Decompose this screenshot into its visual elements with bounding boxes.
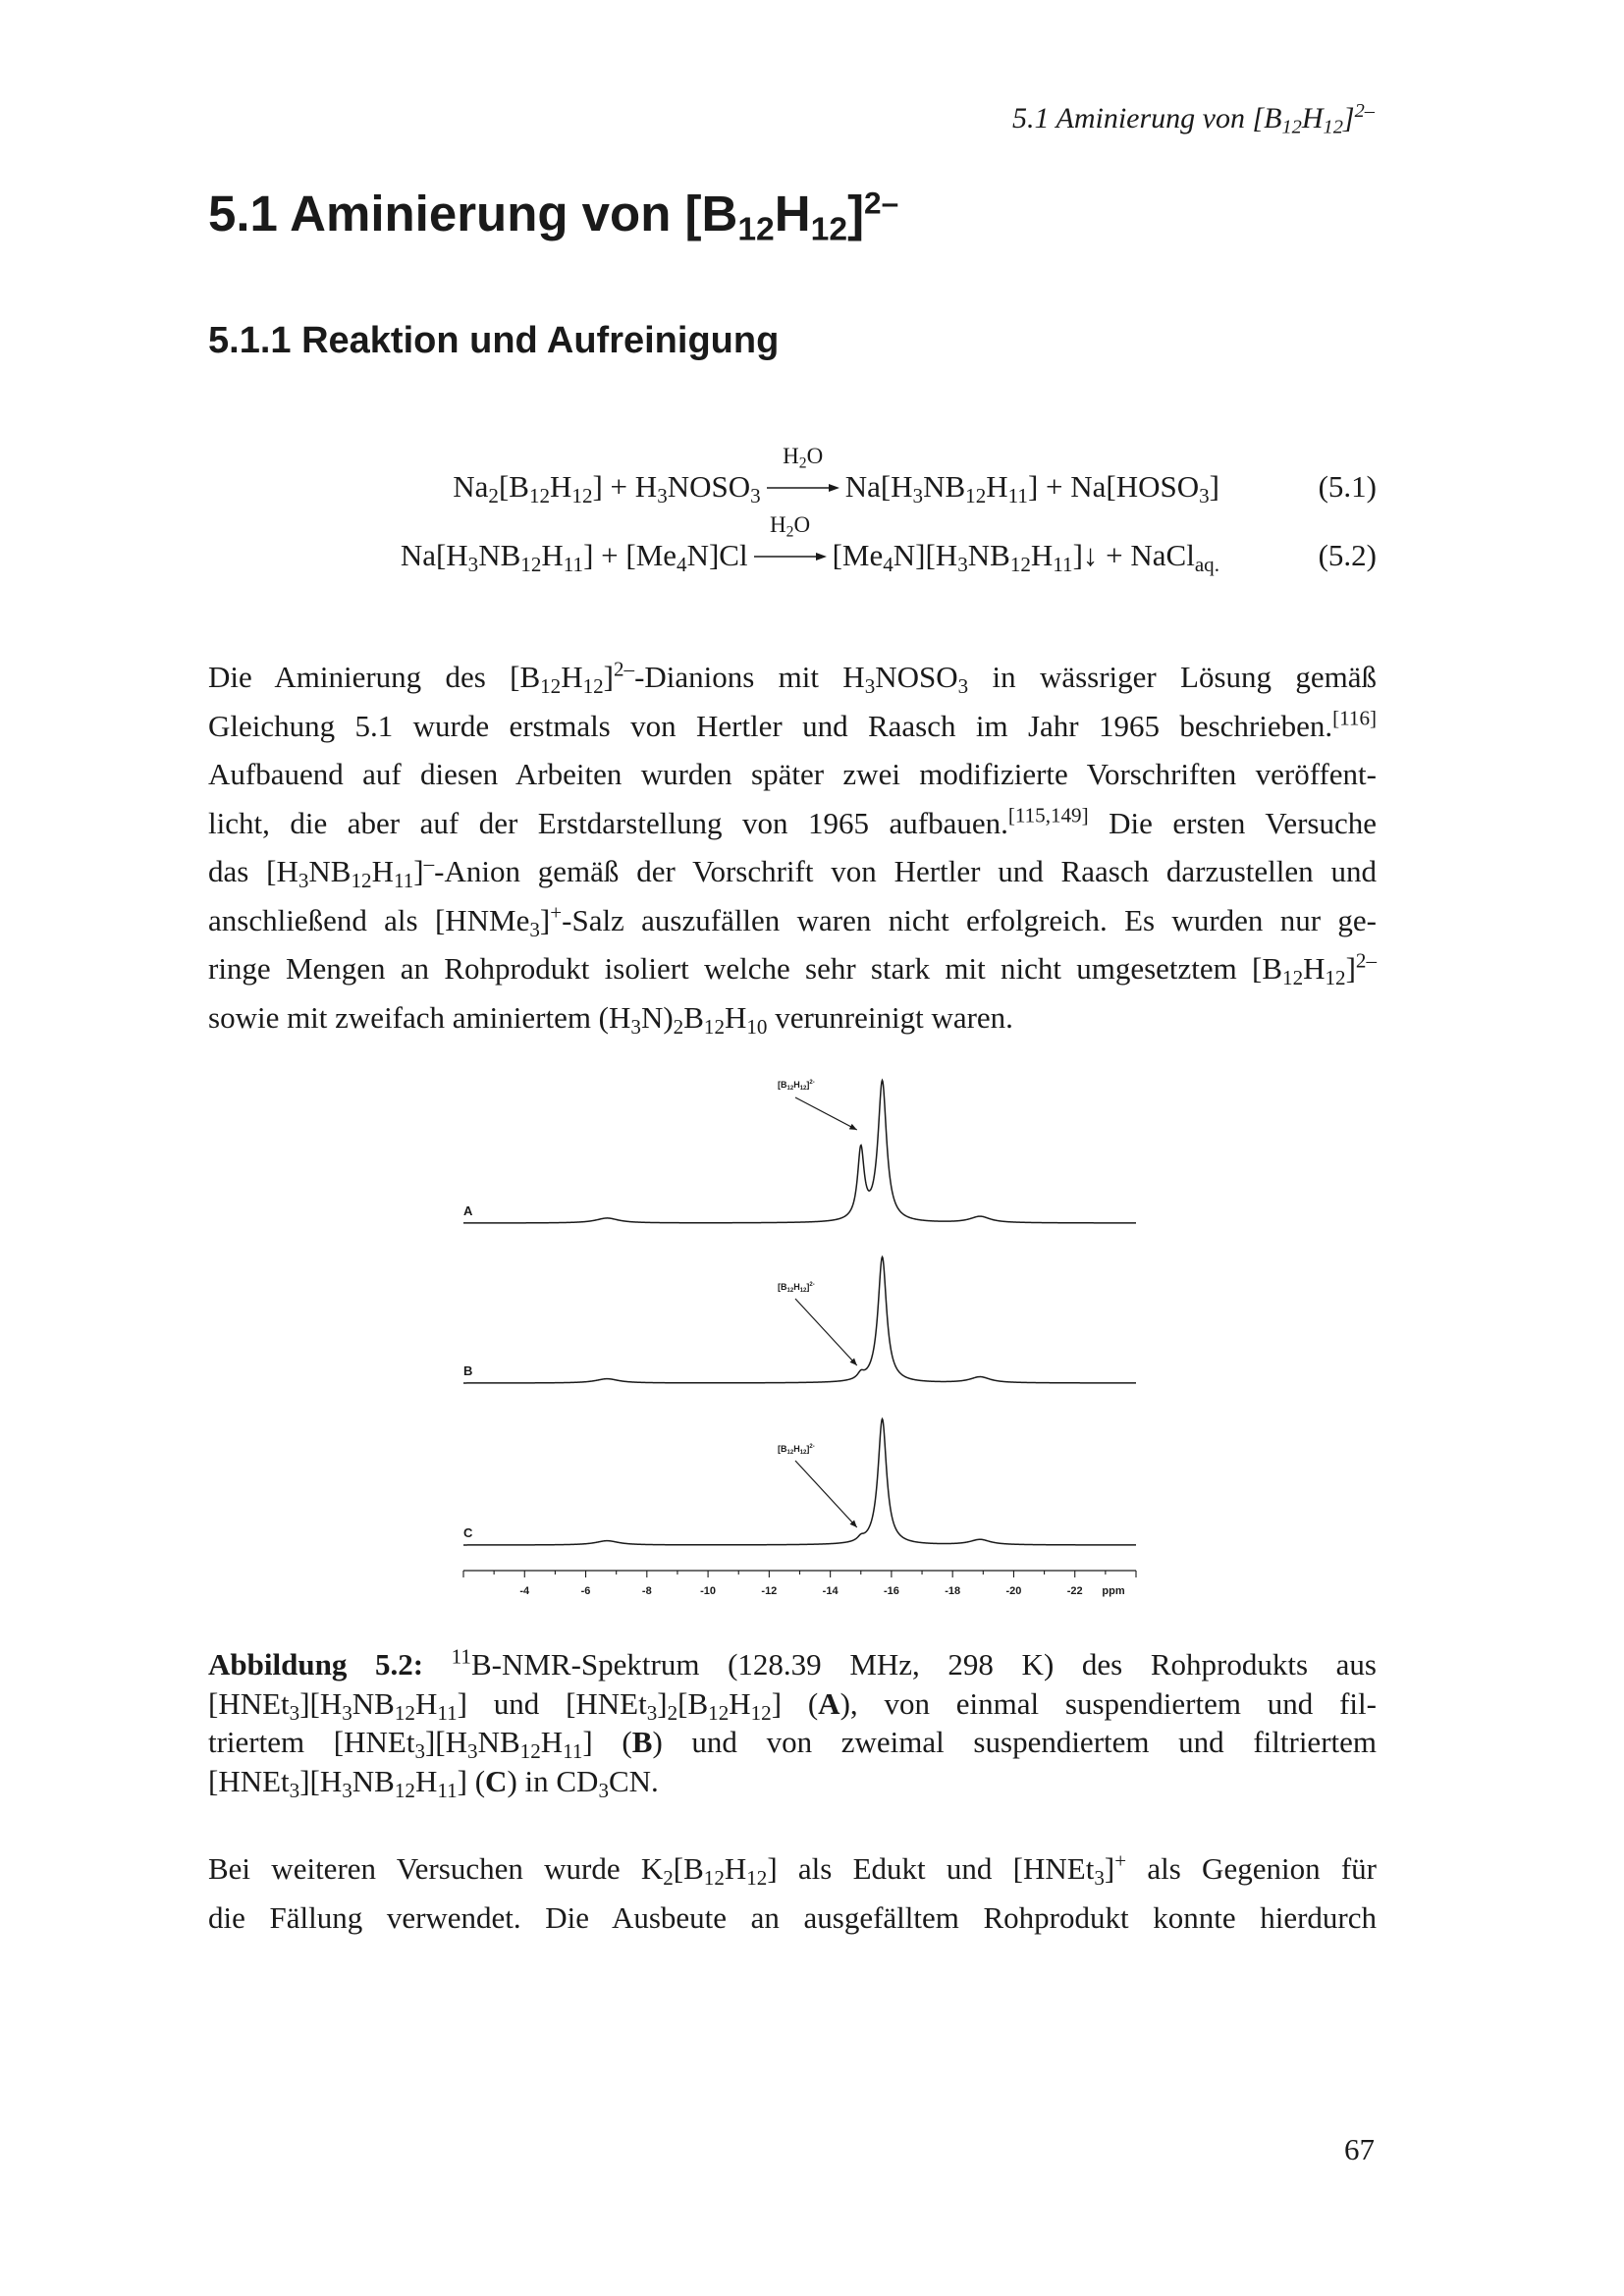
paragraph-1: [208, 653, 1377, 1041]
spectrum-line-b: [463, 1256, 1136, 1382]
paragraph-1-line: Die Aminierung des $[B_{12}H_{12}]^{2-}$-Dianions mit $H_3NOSO_3$ in wässriger Lösung gemäß: [208, 657, 1377, 698]
x-tick-label: -10: [700, 1585, 717, 1597]
x-tick-label: -12: [761, 1585, 778, 1597]
x-tick-label: -18: [945, 1585, 961, 1597]
paragraph-1-line: ringe Mengen an Rohprodukt isoliert welche sehr stark mit nicht umgesetztem $[B_{12}H_{12}]^{2-}$: [208, 948, 1377, 989]
caption-line: triertem $[HNEt_3][H_3NB_{12}H_{11}]$ (B) und von zweimal suspendiertem und filtriertem: [208, 1725, 1378, 1763]
x-tick-label: -6: [580, 1585, 591, 1597]
spectrum-line-c: [463, 1419, 1136, 1545]
caption-line: $[HNEt_3][H_3NB_{12}H_{11}]$ und $[HNEt_3]_2[B_{12}H_{12}]$ (A), von einmal suspendiertem und fil-: [208, 1685, 1377, 1725]
spectrum-line-a: [463, 1081, 1136, 1223]
equation-5-1-content: $Na_2[B_{12}H_{12}]$ + $H_3NOSO_3$ $H_2O$ $Na[H_3NB_{12}H_{11}]$ + $Na[HOSO_3]$: [453, 444, 1219, 507]
reaction-arrow: $H_2O$: [754, 544, 827, 563]
subsection-title: 5.1.1 Reaktion und Aufreinigung: [208, 320, 780, 361]
paragraph-1-line: sowie mit zweifach aminiertem $(H_3N)_2B_{12}H_{10}$ verunreinigt waren.: [208, 999, 1013, 1039]
paragraph-1-line: anschließend als [HNMe$_3$]+-Salz auszufällen waren nicht erfolgreich. Es wurden nur ge-: [208, 899, 1377, 941]
equation-5-2-content: $Na[H_3NB_{12}H_{11}] + [Me_4N]Cl$ $H_2O$ $[Me_4N][H_3NB_{12}H_{11}]↓$ + NaCl$_{aq.}$: [400, 512, 1219, 576]
paragraph-2: [208, 1844, 1377, 1942]
peak-annotation: $[B_{12}H_{12}]^{2-}$: [778, 1080, 815, 1092]
nmr-spectrum-figure: [454, 1078, 1141, 1608]
peak-annotation: $[B_{12}H_{12}]^{2-}$: [778, 1444, 815, 1456]
series-label-b: B: [463, 1363, 473, 1378]
figure-caption: [208, 1645, 1377, 1800]
annotation-arrow: [795, 1461, 857, 1527]
annotation-arrow: [795, 1299, 857, 1365]
x-axis-label: ppm: [1102, 1585, 1125, 1597]
x-tick-label: -4: [519, 1585, 530, 1597]
caption-line: Abbildung 5.2: $^{11}$B-NMR-Spektrum (128.39 MHz, 298 K) des Rohprodukts aus: [208, 1644, 1377, 1682]
x-tick-label: -8: [641, 1585, 652, 1597]
x-tick-label: -16: [883, 1585, 899, 1597]
series-label-c: C: [463, 1525, 473, 1540]
paragraph-2-line: die Fällung verwendet. Die Ausbeute an ausgefälltem Rohprodukt konnte hierdurch: [208, 1899, 1377, 1935]
paragraph-1-line: das $[H_3NB_{12}H_{11}]^-$-Anion gemäß der Vorschrift von Hertler und Raasch darzustellen und: [208, 851, 1377, 892]
paragraph-1-line: Gleichung 5.1 wurde erstmals von Hertler und Raasch im Jahr 1965 beschrieben.[116]: [208, 705, 1377, 743]
equation-5-1: [208, 444, 1377, 514]
page-number: 67: [1344, 2132, 1375, 2166]
paragraph-1-line: licht, die aber auf der Erstdarstellung von 1965 aufbauen.[115,149] Die ersten Versuche: [208, 802, 1377, 840]
equation-5-1-number: (5.1): [1318, 469, 1377, 504]
equation-5-2-number: (5.2): [1318, 538, 1377, 572]
nmr-spectrum-chart: [454, 1078, 1141, 1608]
reaction-arrow: $H_2O$: [767, 475, 839, 495]
peak-annotation: $[B_{12}H_{12}]^{2-}$: [778, 1282, 815, 1294]
annotation-arrow: [795, 1097, 857, 1130]
paragraph-1-line: Aufbauend auf diesen Arbeiten wurden später zwei modifizierte Vorschriften veröffent-: [208, 757, 1377, 791]
x-tick-label: -20: [1005, 1585, 1022, 1597]
running-header: 5.1 Aminierung von $[B_{12}H_{12}]^{2-}$: [1012, 99, 1375, 138]
x-tick-label: -22: [1066, 1585, 1083, 1597]
x-tick-label: -14: [822, 1585, 839, 1597]
paragraph-2-line: Bei weiteren Versuchen wurde $K_2[B_{12}H_{12}]$ als Edukt und [HNEt$_3$]+ als Gegenion für: [208, 1848, 1377, 1890]
equation-5-2: [208, 512, 1377, 583]
section-title: 5.1 Aminierung von $[B_{12}H_{12}]^{2-}$: [208, 185, 899, 248]
caption-line: $[HNEt_3][H_3NB_{12}H_{11}]$ (C) in $CD_3CN$.: [208, 1763, 659, 1802]
series-label-a: A: [463, 1203, 473, 1218]
